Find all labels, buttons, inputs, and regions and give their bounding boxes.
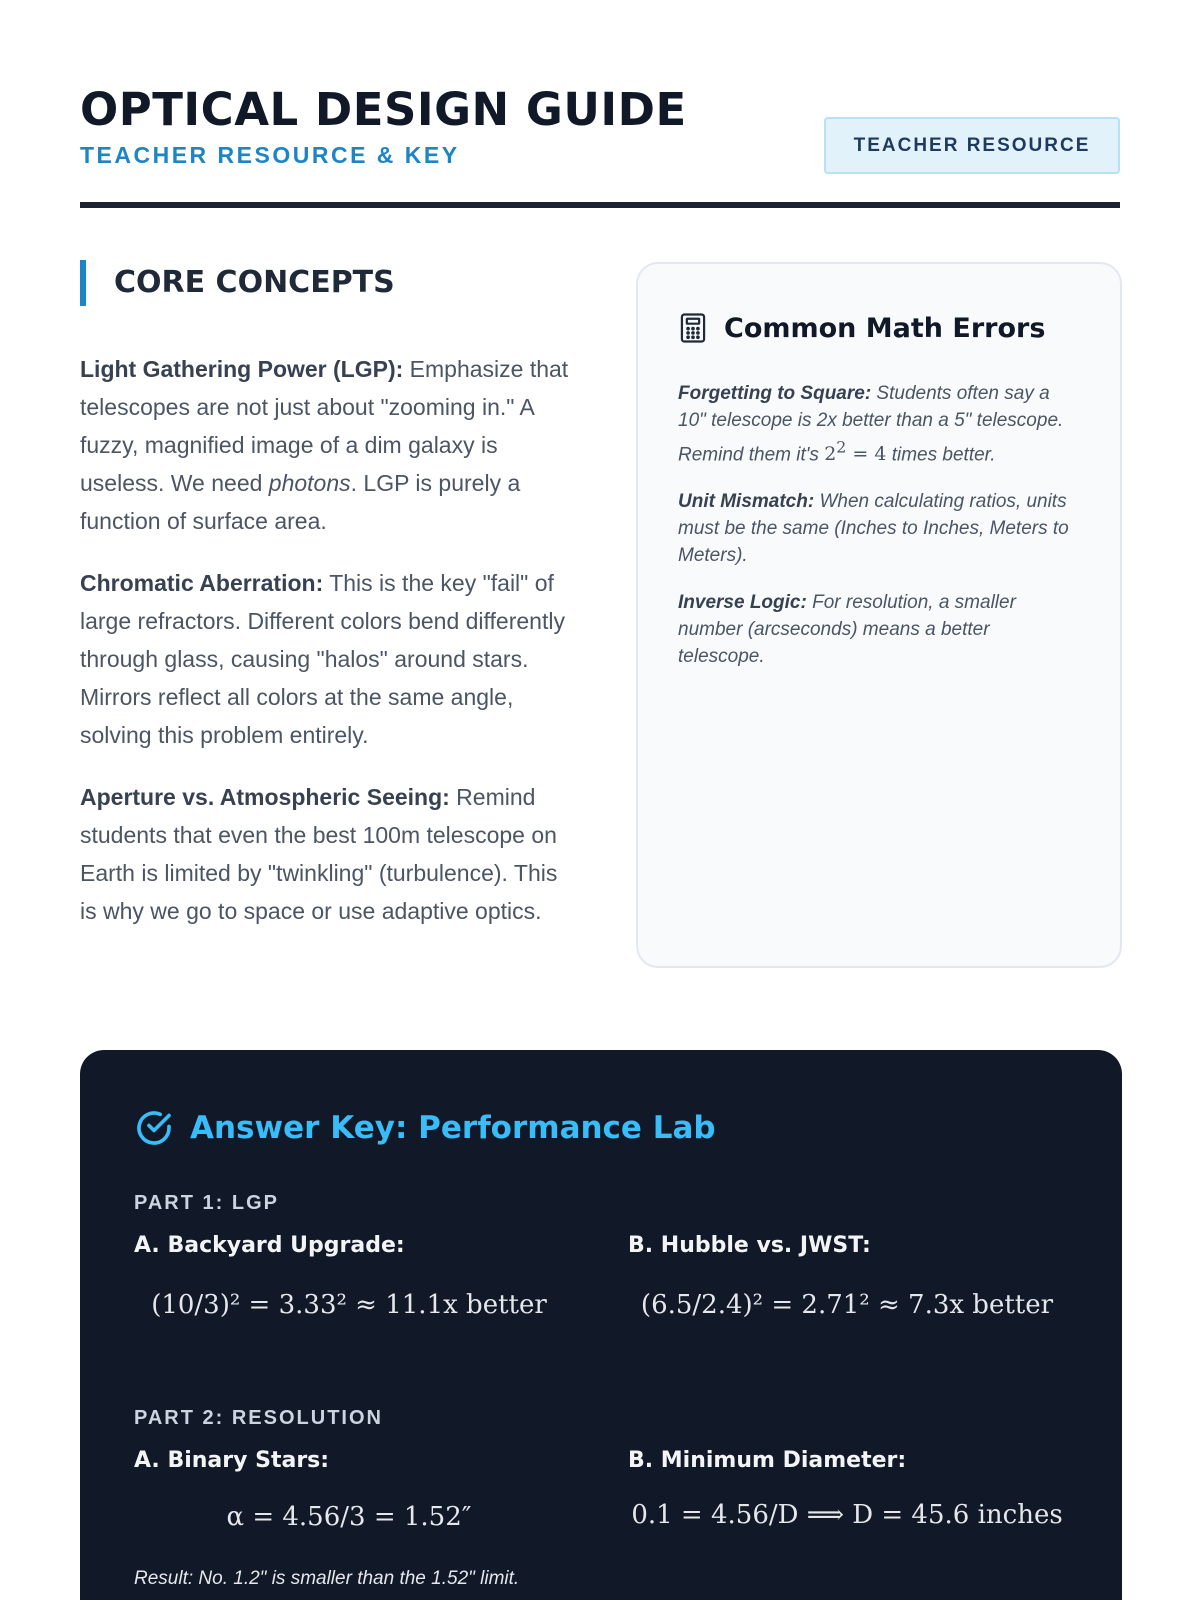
part1-b-label: B. Hubble vs. JWST:	[628, 1233, 871, 1258]
error-term: Inverse Logic:	[678, 592, 807, 614]
error-inverse-logic	[678, 589, 1080, 670]
page-header	[80, 84, 1120, 208]
error-text: When calculating ratios, units must be the same (Inches to Inches, Meters to Meters).	[678, 491, 1069, 567]
part1-a-formula: (10/3)² = 3.33² ≈ 11.1x better	[151, 1290, 547, 1320]
concept-text: This is the key "fail" of large refractors. Different colors bend differently through glass, causing "halos" around stars. Mirrors reflect all colors at the same angle, solving this problem entirely.	[80, 570, 565, 748]
core-concepts-section	[80, 260, 580, 930]
calculator-icon	[678, 312, 708, 344]
concept-text: Emphasize that telescopes are not just about "zooming in." A fuzzy, magnified image of a dim galaxy is useless. We need	[80, 356, 569, 496]
errors-header	[678, 308, 1080, 348]
concept-chromatic-aberration	[80, 564, 580, 754]
part2-b-label: B. Minimum Diameter:	[628, 1448, 907, 1473]
error-term: Forgetting to Square:	[678, 383, 872, 404]
concept-emphasis: photons	[268, 470, 351, 496]
concept-term: Chromatic Aberration:	[80, 570, 324, 596]
page-subtitle: TEACHER RESOURCE & KEY	[80, 142, 460, 168]
concept-atmospheric-seeing	[80, 778, 580, 930]
part2-a-formula: α = 4.56/3 = 1.52″	[226, 1502, 472, 1532]
error-term: Unit Mismatch:	[678, 491, 815, 513]
error-forgetting-to-square	[678, 380, 1080, 468]
part2-label: PART 2: RESOLUTION	[134, 1407, 383, 1429]
concept-term: Light Gathering Power (LGP):	[80, 356, 404, 382]
concept-text: . LGP is purely a function of surface area.	[80, 470, 521, 534]
part2-a-label: A. Binary Stars:	[134, 1448, 330, 1473]
concept-term: Aperture vs. Atmospheric Seeing:	[80, 784, 450, 810]
concept-text: Remind students that even the best 100m telescope on Earth is limited by "twinkling" (turbulence). This is why we go to space or use adaptive optics.	[80, 784, 558, 924]
error-text: For resolution, a smaller number (arcseconds) means a better telescope.	[678, 592, 1016, 668]
part1-b-formula: (6.5/2.4)² = 2.71² ≈ 7.3x better	[640, 1290, 1054, 1320]
answer-key-title: Answer Key: Performance Lab	[190, 1110, 716, 1146]
error-text: Students often say a 10" telescope is 2x better than a 5" telescope. Remind them it's	[678, 383, 1064, 466]
errors-title: Common Math Errors	[724, 312, 1046, 344]
inline-math: $2^2 = 4$	[824, 438, 887, 466]
teacher-resource-badge: TEACHER RESOURCE	[824, 117, 1120, 174]
part2-b-formula: 0.1 = 4.56/D ⟹ D = 45.6 inches	[631, 1500, 1063, 1530]
check-circle-icon	[134, 1108, 174, 1148]
answer-key-panel	[80, 1050, 1122, 1600]
part1-label: PART 1: LGP	[134, 1192, 279, 1214]
error-unit-mismatch	[678, 488, 1080, 569]
error-text: times better.	[886, 444, 996, 466]
part2-result: Result: No. 1.2" is smaller than the 1.52" limit.	[134, 1568, 520, 1589]
concept-lgp	[80, 350, 580, 540]
page-title: OPTICAL DESIGN GUIDE	[80, 83, 687, 136]
common-math-errors-card	[636, 262, 1122, 968]
core-concepts-title: CORE CONCEPTS	[80, 260, 580, 306]
part1-a-label: A. Backyard Upgrade:	[134, 1233, 405, 1258]
answer-key-header	[134, 1108, 716, 1148]
